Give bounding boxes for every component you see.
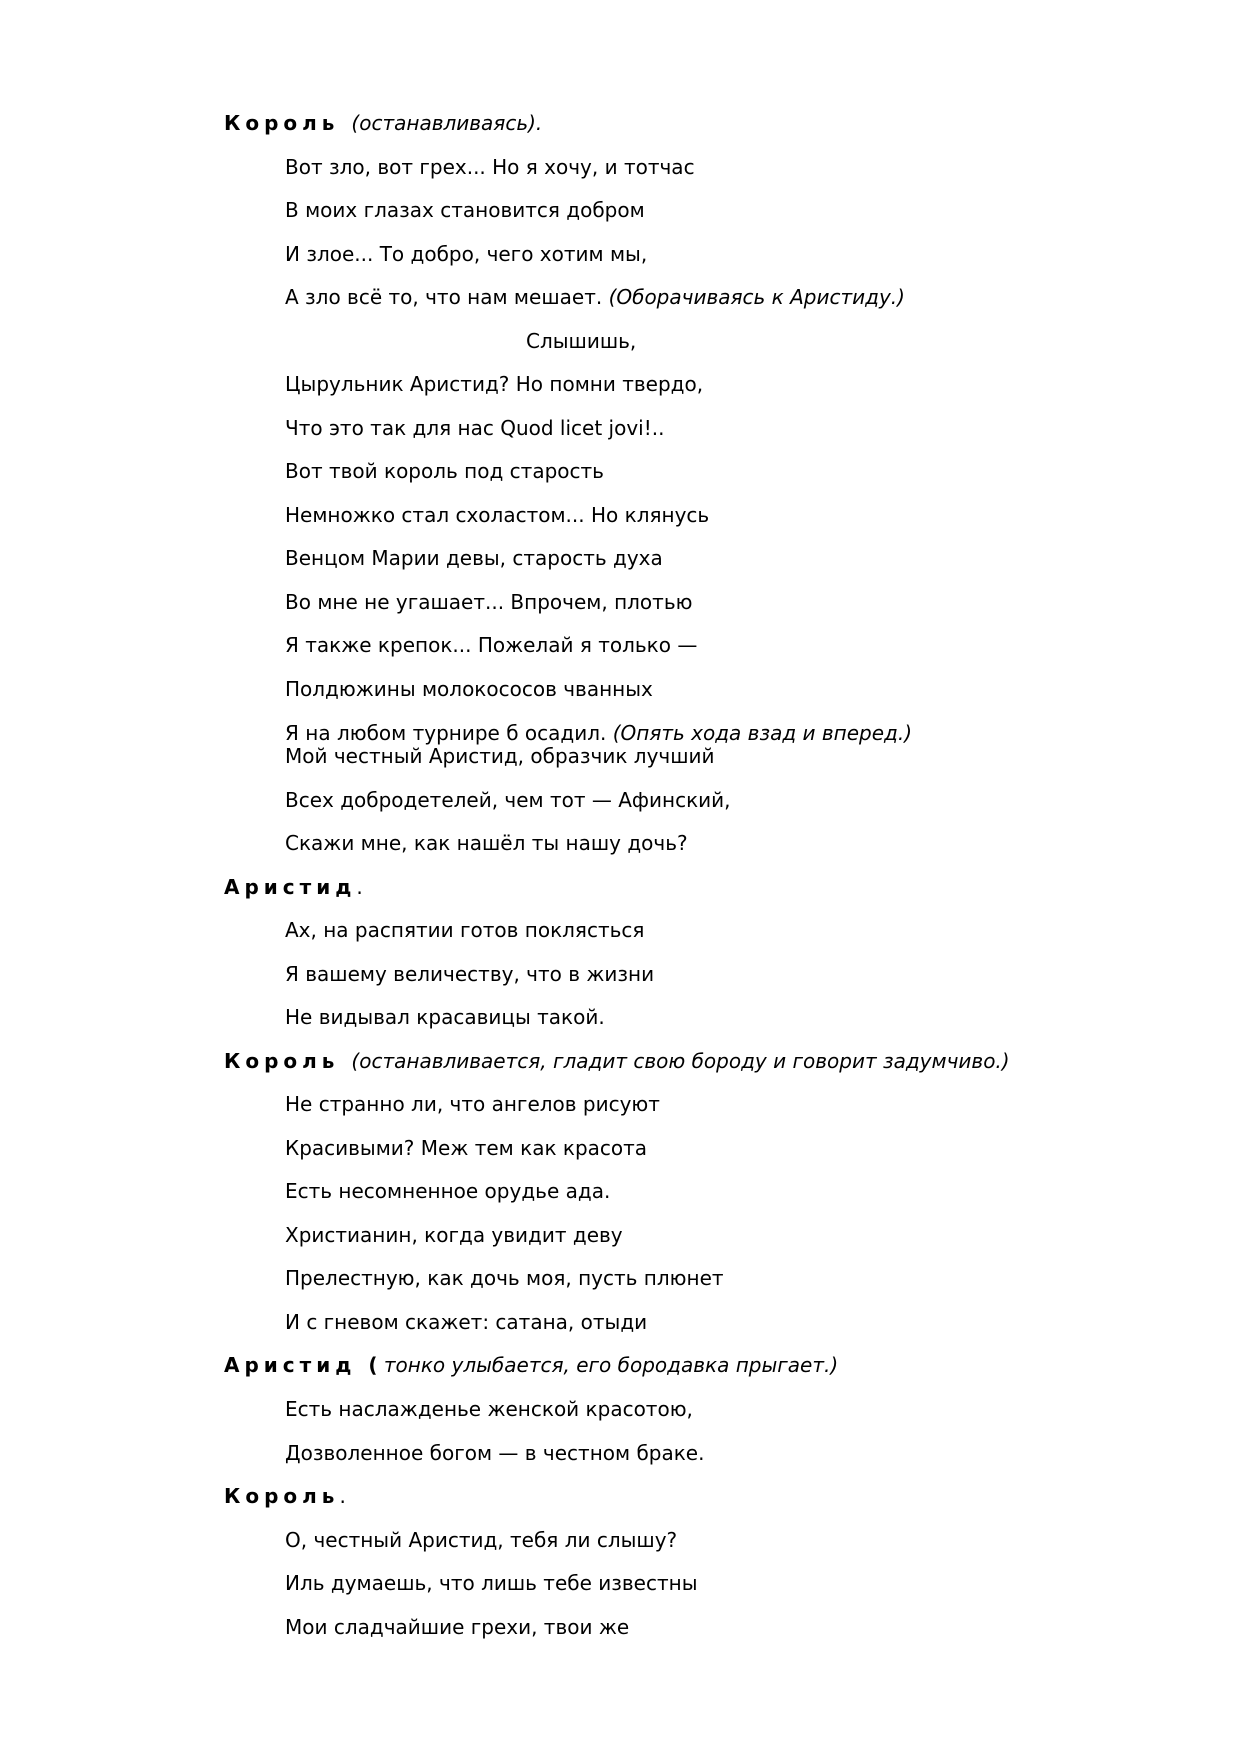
verse-line: Иль думаешь, что лишь тебе известны xyxy=(285,1571,698,1595)
direction-paren: ( xyxy=(368,1353,378,1377)
speaker-name: Аристид xyxy=(224,875,357,899)
verse-line: Ах, на распятии готов поклясться xyxy=(285,918,645,942)
verse-line: Что это так для нас Quod licet jovi!.. xyxy=(285,416,665,440)
speaker-heading xyxy=(224,1353,838,1377)
speaker-name: Король xyxy=(224,111,340,135)
verse-text: А зло всё то, что нам мешает. xyxy=(285,285,609,309)
speaker-heading xyxy=(224,1049,1010,1073)
verse-line: Венцом Марии девы, старость духа xyxy=(285,546,663,570)
verse-line: Не странно ли, что ангелов рисуют xyxy=(285,1092,660,1116)
verse-line xyxy=(285,285,905,309)
verse-line: Немножко стал схоластом... Но клянусь xyxy=(285,503,710,527)
speaker-name: Король xyxy=(224,1484,340,1508)
stage-direction: (Оборачиваясь к Аристиду.) xyxy=(608,285,905,309)
verse-line: Во мне не угашает... Впрочем, плотью xyxy=(285,590,693,614)
verse-line: Мой честный Аристид, образчик лучший xyxy=(285,744,715,768)
verse-line xyxy=(285,721,912,745)
verse-line: В моих глазах становится добром xyxy=(285,198,645,222)
verse-line: Красивыми? Меж тем как красота xyxy=(285,1136,648,1160)
verse-line: Вот зло, вот грех... Но я хочу, и тотчас xyxy=(285,155,695,179)
verse-line: И злое... То добро, чего хотим мы, xyxy=(285,242,648,266)
verse-line: Всех добродетелей, чем тот — Афинский, xyxy=(285,788,731,812)
verse-line: Дозволенное богом — в честном браке. xyxy=(285,1441,705,1465)
verse-line: Прелестную, как дочь моя, пусть плюнет xyxy=(285,1266,724,1290)
speaker-heading xyxy=(224,875,363,899)
verse-line: Не видывал красавицы такой. xyxy=(285,1005,605,1029)
verse-line: Мои сладчайшие грехи, твои же xyxy=(285,1615,630,1639)
stage-direction: (останавливается, гладит свою бороду и говорит задумчиво.) xyxy=(351,1049,1010,1073)
speaker-heading xyxy=(224,111,542,135)
speaker-name: Король xyxy=(224,1049,340,1073)
stage-direction: тонко улыбается, его бородавка прыгает.) xyxy=(377,1353,839,1377)
verse-line: Цырульник Аристид? Но помни твердо, xyxy=(285,372,704,396)
verse-line: Я вашему величеству, что в жизни xyxy=(285,962,655,986)
verse-line: Есть несомненное орудье ада. xyxy=(285,1179,611,1203)
speaker-punct: . xyxy=(356,875,363,899)
verse-line: Христианин, когда увидит деву xyxy=(285,1223,623,1247)
verse-line: Вот твой король под старость xyxy=(285,459,604,483)
verse-line-centered: Слышишь, xyxy=(526,329,637,353)
verse-line: Есть наслажденье женской красотою, xyxy=(285,1397,693,1421)
speaker-heading xyxy=(224,1484,346,1508)
verse-line: О, честный Аристид, тебя ли слышу? xyxy=(285,1528,678,1552)
verse-line: Полдюжины молокососов чванных xyxy=(285,677,653,701)
verse-text: Я на любом турнире б осадил. xyxy=(285,721,613,745)
stage-direction: (останавливаясь). xyxy=(351,111,543,135)
verse-line: Скажи мне, как нашёл ты нашу дочь? xyxy=(285,831,688,855)
stage-direction: (Опять хода взад и вперед.) xyxy=(612,721,913,745)
speaker-name: Аристид xyxy=(224,1353,357,1377)
verse-line: И с гневом скажет: сатана, отыди xyxy=(285,1310,648,1334)
verse-line: Я также крепок... Пожелай я только — xyxy=(285,633,698,657)
speaker-punct: . xyxy=(339,1484,346,1508)
